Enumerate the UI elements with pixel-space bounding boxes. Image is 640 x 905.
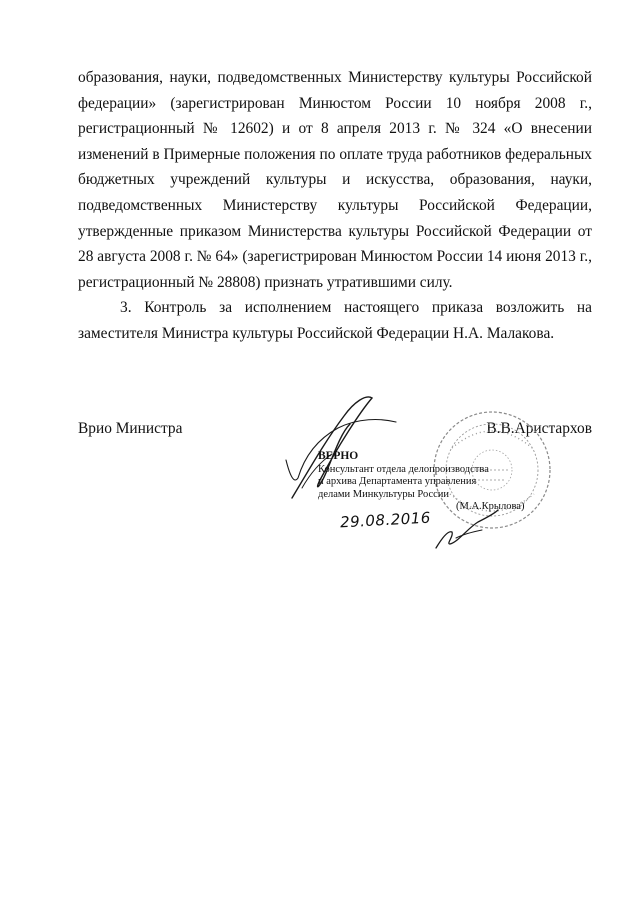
- certifier-name: (М.А.Крылова): [456, 501, 525, 512]
- body-paragraph-2: 3. Контроль за исполнением настоящего приказа возложить на заместителя Министра культуры Российской Федерации Н.А. Малакова.: [78, 299, 592, 342]
- certification-line-2: и архива Департамента управления: [318, 476, 477, 487]
- document-body: [78, 65, 592, 347]
- certification-word: ВЕРНО: [318, 450, 359, 462]
- handwritten-initials: [428, 508, 500, 550]
- signatory-position: Врио Министра: [78, 420, 183, 437]
- certification-block: [318, 450, 524, 514]
- signatory-name: В.В.Аристархов: [486, 420, 592, 437]
- certification-date: 29.08.2016: [339, 508, 432, 532]
- body-paragraph-1: образования, науки, подведомственных Министерству культуры Российской федерации» (зарегистрирован Минюстом России 10 ноября 2008 г., регистрационный № 12602) и от 8 апреля 2013 г. № 324 «О внесении изменений в Примерные положения по оплате труда работников федеральных бюджетных учреждений культуры и искусства, образования, науки, подведомственных Министерству культуры Российской Федерации, утвержденные приказом Министерства культуры Российской Федерации от 28 августа 2008 г. № 64» (зарегистрирован Минюстом России 14 июня 2013 г., регистрационный № 28808) признать утратившими силу.: [78, 69, 592, 291]
- certification-line-3: делами Минкультуры России: [318, 488, 450, 500]
- certification-line-1: Консультант отдела делопроизводства: [318, 463, 489, 475]
